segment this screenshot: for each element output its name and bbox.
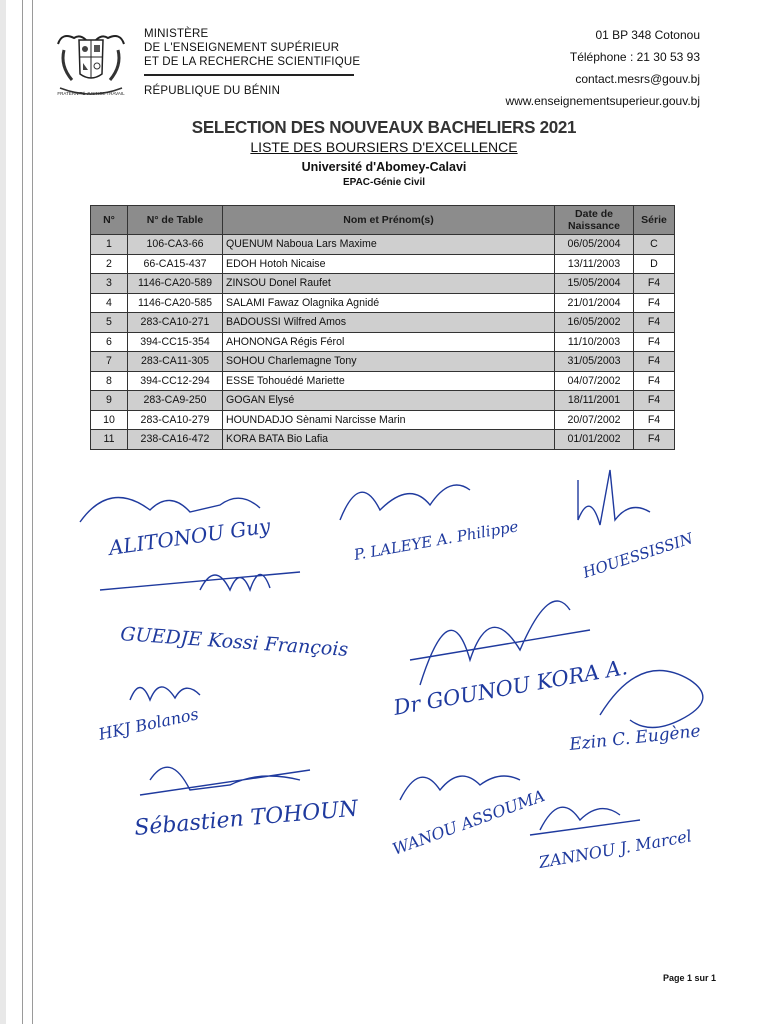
table-cell: D <box>634 254 675 274</box>
column-header: N° de Table <box>128 206 223 235</box>
signature-scribble <box>578 470 650 525</box>
contact-address: 01 BP 348 Cotonou <box>595 28 700 42</box>
table-cell: ZINSOU Donel Raufet <box>223 274 555 294</box>
table-cell: GOGAN Elysé <box>223 391 555 411</box>
signature-scribble <box>340 485 470 520</box>
table-cell: ESSE Tohouédé Mariette <box>223 371 555 391</box>
table-cell: 66-CA15-437 <box>128 254 223 274</box>
table-cell: 1 <box>91 235 128 255</box>
table-cell: F4 <box>634 371 675 391</box>
table-body <box>91 235 675 450</box>
table-row <box>91 371 675 391</box>
table-cell: C <box>634 235 675 255</box>
signature-name: ALITONOU Guy <box>107 513 272 560</box>
table-row <box>91 332 675 352</box>
signature-scribble <box>100 572 300 590</box>
table-cell: 394-CC15-354 <box>128 332 223 352</box>
signature-scribble <box>140 767 310 795</box>
ministry-line: DE L'ENSEIGNEMENT SUPÉRIEUR <box>144 42 340 54</box>
coat-of-arms-emblem <box>52 30 130 100</box>
table-cell: 3 <box>91 274 128 294</box>
table-cell: 11/10/2003 <box>555 332 634 352</box>
ministry-line: ET DE LA RECHERCHE SCIENTIFIQUE <box>144 56 361 68</box>
page-number: Page 1 sur 1 <box>662 973 716 983</box>
table-cell: 283-CA9-250 <box>128 391 223 411</box>
table-cell: F4 <box>634 293 675 313</box>
table-cell: 283-CA10-271 <box>128 313 223 333</box>
contact-phone: Téléphone : 21 30 53 93 <box>569 50 700 64</box>
table-cell: 394-CC12-294 <box>128 371 223 391</box>
contact-block <box>505 24 700 112</box>
table-cell: 5 <box>91 313 128 333</box>
signature-name: GUEDJE Kossi François <box>119 623 349 661</box>
ministry-block <box>144 27 360 98</box>
table-cell: F4 <box>634 274 675 294</box>
emblem-motto: FRATERNITÉ JUSTICE TRAVAIL <box>57 91 125 96</box>
table-cell: 6 <box>91 332 128 352</box>
signature-scribble <box>400 776 520 800</box>
table-cell: 8 <box>91 371 128 391</box>
university-name: Université d'Abomey-Calavi <box>301 160 467 174</box>
table-cell: 16/05/2002 <box>555 313 634 333</box>
table-cell: 11 <box>91 430 128 450</box>
signature-scribble <box>130 687 200 700</box>
signature-name: P. LALEYE A. Philippe <box>352 517 520 564</box>
table-cell: BADOUSSI Wilfred Amos <box>223 313 555 333</box>
table-header-row <box>91 206 675 235</box>
table-cell: F4 <box>634 352 675 372</box>
column-header: Date de Naissance <box>555 206 634 235</box>
table-cell: 283-CA10-279 <box>128 410 223 430</box>
ministry-line: MINISTÈRE <box>144 28 209 40</box>
table-row <box>91 313 675 333</box>
table-cell: 15/05/2004 <box>555 274 634 294</box>
signatures-area <box>0 450 768 910</box>
table-cell: SOHOU Charlemagne Tony <box>223 352 555 372</box>
table-cell: 2 <box>91 254 128 274</box>
table-row <box>91 410 675 430</box>
table-cell: 04/07/2002 <box>555 371 634 391</box>
table-cell: 7 <box>91 352 128 372</box>
table-cell: QUENUM Naboua Lars Maxime <box>223 235 555 255</box>
table-cell: 106-CA3-66 <box>128 235 223 255</box>
document-subtitle: LISTE DES BOURSIERS D'EXCELLENCE <box>250 139 518 155</box>
column-header: Série <box>634 206 675 235</box>
scholarship-table <box>90 205 675 450</box>
table-cell: 21/01/2004 <box>555 293 634 313</box>
table-cell: F4 <box>634 332 675 352</box>
table-cell: HOUNDADJO Sènami Narcisse Marin <box>223 410 555 430</box>
contact-email: contact.mesrs@gouv.bj <box>575 72 700 86</box>
table-row <box>91 274 675 294</box>
signature-name: Ezin C. Eugène <box>568 721 702 755</box>
table-row <box>91 235 675 255</box>
table-cell: F4 <box>634 410 675 430</box>
table-cell: 9 <box>91 391 128 411</box>
table-cell: F4 <box>634 391 675 411</box>
signature-name: WANOU ASSOUMA <box>389 785 548 859</box>
table-row <box>91 430 675 450</box>
table-cell: KORA BATA Bio Lafia <box>223 430 555 450</box>
table-cell: SALAMI Fawaz Olagnika Agnidé <box>223 293 555 313</box>
table-cell: 4 <box>91 293 128 313</box>
table-cell: 31/05/2003 <box>555 352 634 372</box>
table-row <box>91 254 675 274</box>
country-name: RÉPUBLIQUE DU BÉNIN <box>144 85 281 97</box>
signature-scribble <box>530 807 640 835</box>
table-row <box>91 293 675 313</box>
signature-name: Dr GOUNOU KORA A. <box>391 655 630 720</box>
table-cell: 1146-CA20-589 <box>128 274 223 294</box>
signature-name: HKJ Bolanos <box>96 704 201 744</box>
table-cell: F4 <box>634 313 675 333</box>
table-cell: F4 <box>634 430 675 450</box>
table-cell: 13/11/2003 <box>555 254 634 274</box>
signature-name: Sébastien TOHOUN <box>133 796 360 841</box>
table-cell: 18/11/2001 <box>555 391 634 411</box>
signature-name: HOUESSISSIN <box>580 529 696 582</box>
contact-website: www.enseignementsuperieur.gouv.bj <box>505 94 700 108</box>
table-cell: EDOH Hotoh Nicaise <box>223 254 555 274</box>
table-row <box>91 391 675 411</box>
table-cell: 283-CA11-305 <box>128 352 223 372</box>
document-title: SELECTION DES NOUVEAUX BACHELIERS 2021 <box>191 117 577 138</box>
table-cell: 01/01/2002 <box>555 430 634 450</box>
table-cell: 06/05/2004 <box>555 235 634 255</box>
signature-name: ZANNOU J. Marcel <box>537 826 694 872</box>
column-header: N° <box>91 206 128 235</box>
table-cell: 10 <box>91 410 128 430</box>
table-cell: AHONONGA Régis Férol <box>223 332 555 352</box>
header-divider <box>144 74 354 76</box>
table-cell: 20/07/2002 <box>555 410 634 430</box>
table-row <box>91 352 675 372</box>
table-cell: 238-CA16-472 <box>128 430 223 450</box>
column-header: Nom et Prénom(s) <box>223 206 555 235</box>
department-name: EPAC-Génie Civil <box>342 177 426 188</box>
table-cell: 1146-CA20-585 <box>128 293 223 313</box>
